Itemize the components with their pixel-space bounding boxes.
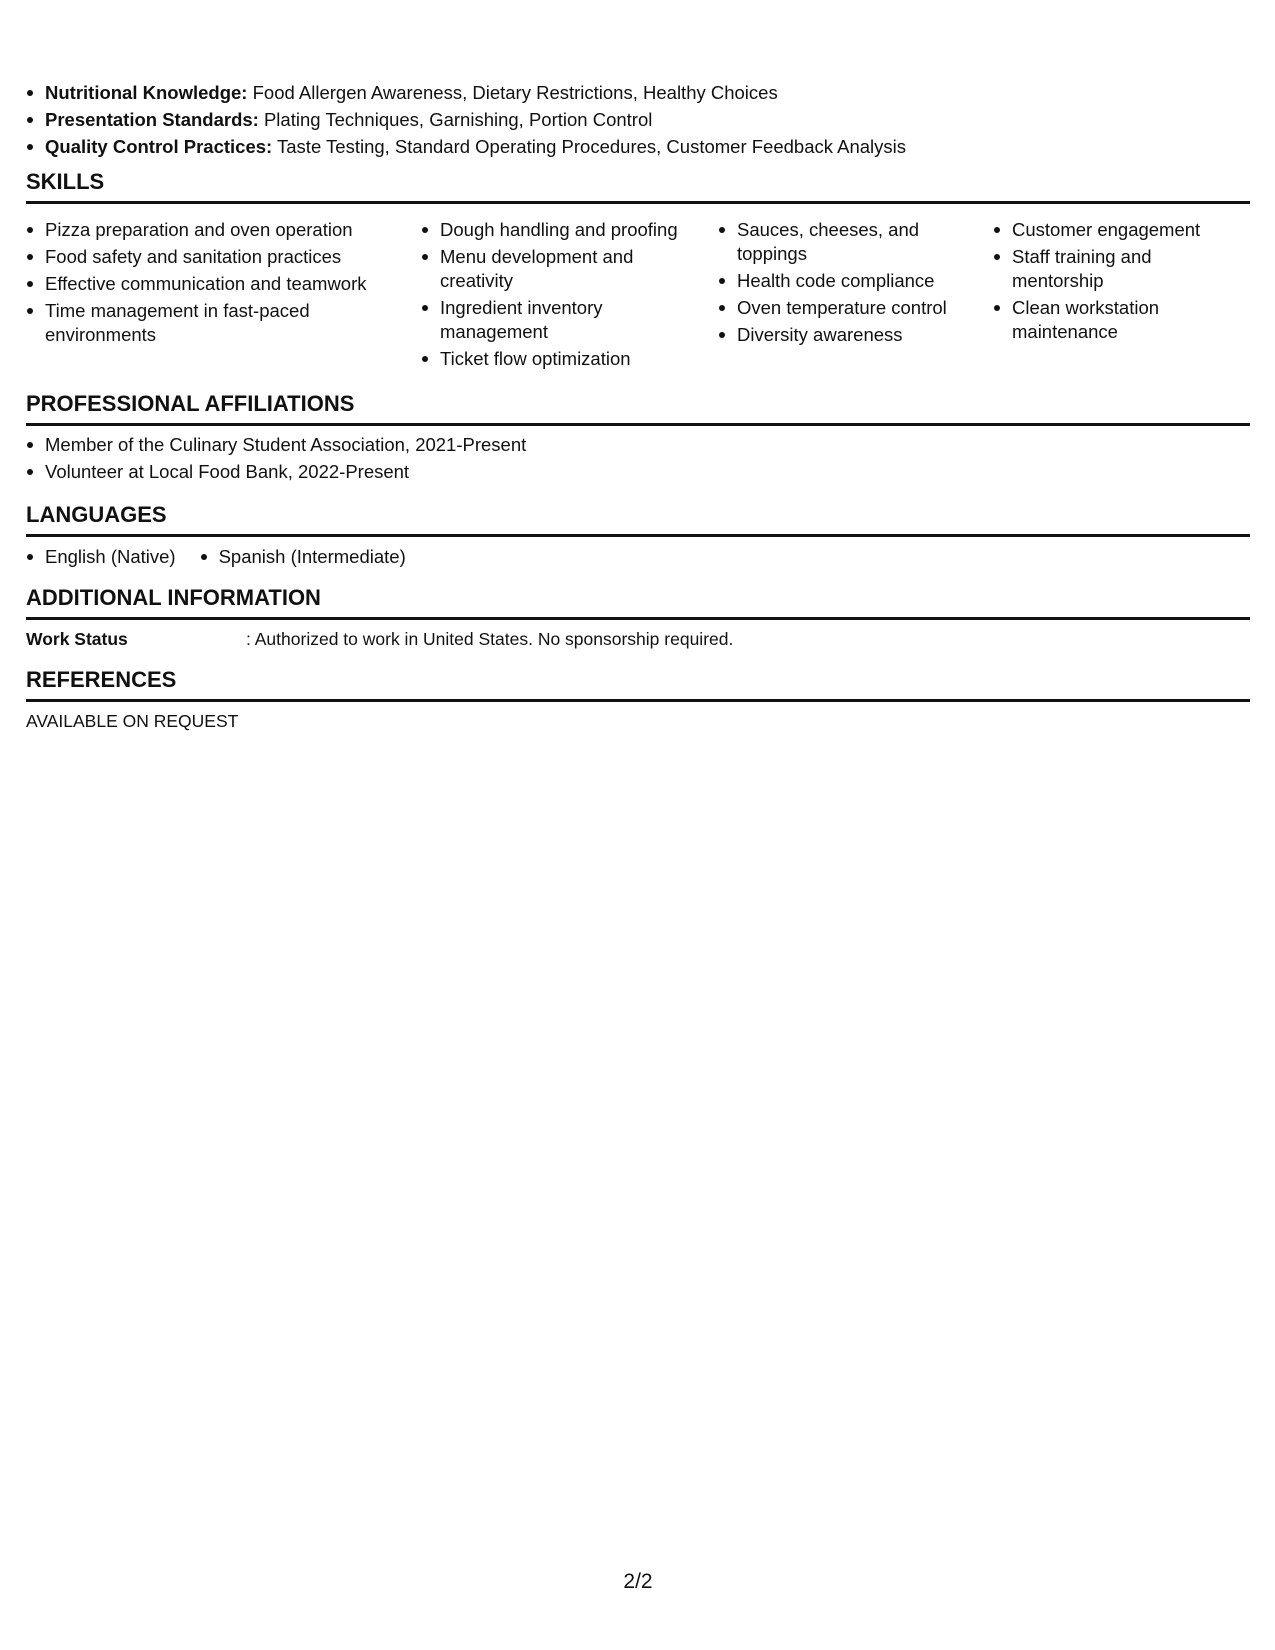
skills-column-1: [26, 218, 396, 350]
list-item: [26, 79, 1250, 106]
list-item-value: Food Allergen Awareness, Dietary Restrictions, Healthy Choices: [247, 82, 778, 103]
skill-item: Diversity awareness: [718, 323, 968, 347]
skill-item: Sauces, cheeses, and toppings: [718, 218, 937, 266]
skills-column-4: [993, 218, 1250, 347]
work-status-value: : Authorized to work in United States. No sponsorship required.: [246, 629, 734, 649]
skill-item: Staff training and mentorship: [993, 245, 1182, 293]
skill-item: Food safety and sanitation practices: [26, 245, 396, 269]
skills-heading: SKILLS: [26, 168, 1250, 204]
skill-item: Ingredient inventory management: [421, 296, 635, 344]
skill-item: Time management in fast-paced environments: [26, 299, 345, 347]
list-item-key: Quality Control Practices:: [45, 136, 273, 157]
languages-heading: LANGUAGES: [26, 501, 1250, 537]
skill-item: Menu development and creativity: [421, 245, 655, 293]
skill-item: Ticket flow optimization: [421, 347, 691, 371]
affiliation-item: Volunteer at Local Food Bank, 2022-Present: [26, 458, 526, 485]
languages-list: [26, 543, 430, 570]
list-item: [26, 133, 1250, 160]
skill-item: Pizza preparation and oven operation: [26, 218, 396, 242]
list-item-key: Presentation Standards:: [45, 109, 259, 130]
references-heading: REFERENCES: [26, 666, 1250, 702]
skills-column-3: [718, 218, 968, 350]
resume-page: [26, 0, 1250, 1650]
affiliation-item: Member of the Culinary Student Association, 2021-Present: [26, 431, 526, 458]
work-status-label: Work Status: [26, 629, 128, 649]
skill-item: Oven temperature control: [718, 296, 968, 320]
language-item: Spanish (Intermediate): [200, 543, 406, 570]
list-item-value: Plating Techniques, Garnishing, Portion Control: [258, 109, 653, 130]
skill-item: Dough handling and proofing: [421, 218, 691, 242]
list-item-value: Taste Testing, Standard Operating Procedures, Customer Feedback Analysis: [272, 136, 906, 157]
affiliations-heading: PROFESSIONAL AFFILIATIONS: [26, 390, 1250, 426]
language-item: English (Native): [26, 543, 176, 570]
page-number: 2/2: [623, 1570, 653, 1593]
affiliations-list: [26, 431, 526, 485]
additional-info-heading: ADDITIONAL INFORMATION: [26, 584, 1250, 620]
skill-item: Health code compliance: [718, 269, 968, 293]
skills-column-2: [421, 218, 691, 374]
list-item: [26, 106, 1250, 133]
skill-item: Effective communication and teamwork: [26, 272, 396, 296]
references-text: AVAILABLE ON REQUEST: [26, 711, 239, 731]
skill-item: Customer engagement: [993, 218, 1250, 242]
knowledge-list: [26, 79, 1250, 160]
list-item-key: Nutritional Knowledge:: [45, 82, 248, 103]
skill-item: Clean workstation maintenance: [993, 296, 1182, 344]
